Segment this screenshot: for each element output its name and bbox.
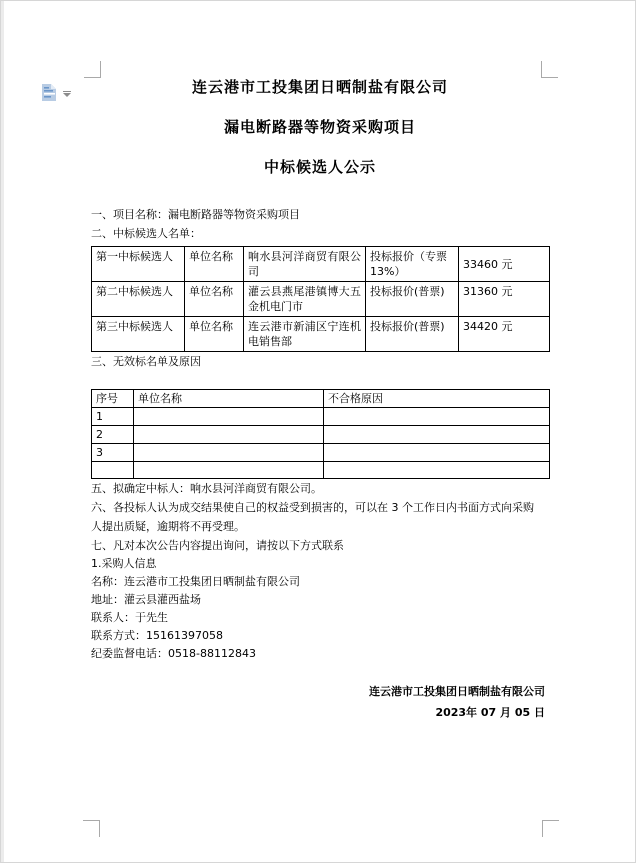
doc-title-line-3: 中标候选人公示 [263, 158, 376, 176]
section-6-objection-line2: 人提出质疑，逾期将不再受理。 [91, 520, 245, 533]
doc-title-line-2: 漏电断路器等物资采购项目 [223, 118, 416, 136]
bid-price-label: 投标报价(普票) [366, 317, 459, 352]
row-reason [324, 426, 550, 444]
candidate-company: 灌云县燕尾港镇博大五金机电门市 [244, 282, 366, 317]
section-3-invalid-bids-head: 三、无效标名单及原因 [91, 355, 201, 368]
bid-price-value: 31360 元 [459, 282, 550, 317]
signature-date: 2023年 07 月 05 日 [435, 706, 545, 719]
doc-title-line-1: 连云港市工投集团日晒制盐有限公司 [191, 78, 448, 96]
row-no: 1 [92, 408, 134, 426]
invalid-row-2 [92, 426, 550, 444]
signature-company: 连云港市工投集团日晒制盐有限公司 [369, 685, 545, 698]
invalid-row-4 [92, 462, 550, 479]
column-header-reason: 不合格原因 [324, 390, 550, 408]
candidate-row-2 [92, 282, 550, 317]
row-no: 3 [92, 444, 134, 462]
bid-price-value: 34420 元 [459, 317, 550, 352]
unit-name-label: 单位名称 [185, 247, 244, 282]
row-reason [324, 408, 550, 426]
margin-corner-mark-bottom-left [83, 820, 100, 837]
invalid-bids-table [91, 389, 550, 479]
column-header-unit: 单位名称 [134, 390, 324, 408]
contact-intro: 1.采购人信息 [91, 557, 157, 570]
paste-options-icon [41, 83, 58, 102]
signature-block [91, 681, 549, 723]
section-1-project-name: 一、项目名称：漏电断路器等物资采购项目 [91, 208, 300, 221]
document-content [91, 79, 549, 723]
unit-name-label: 单位名称 [185, 317, 244, 352]
contact-supervision: 纪委监督电话：0518-88112843 [91, 647, 256, 660]
contact-name: 名称：连云港市工投集团日晒制盐有限公司 [91, 575, 300, 588]
purchaser-contact-block [91, 555, 549, 663]
candidate-company: 响水县河洋商贸有限公司 [244, 247, 366, 282]
bid-price-label: 投标报价(普票) [366, 282, 459, 317]
candidate-rank: 第二中标候选人 [92, 282, 185, 317]
section-7-inquiry: 七、凡对本次公告内容提出询问，请按以下方式联系 [91, 539, 344, 552]
margin-corner-mark-bottom-right [542, 820, 559, 837]
row-unit [134, 444, 324, 462]
paste-options-button[interactable] [41, 83, 71, 102]
invalid-row-3 [92, 444, 550, 462]
section-6-objection-line1: 六、各投标人认为成交结果使自己的权益受到损害的，可以在 3 个工作日内书面方式向采购 [91, 501, 534, 514]
margin-corner-mark-top-left [84, 61, 101, 78]
row-unit [134, 408, 324, 426]
margin-corner-mark-top-right [541, 61, 558, 78]
invalid-table-header-row [92, 390, 550, 408]
row-no [92, 462, 134, 479]
row-unit [134, 462, 324, 479]
invalid-row-1 [92, 408, 550, 426]
row-unit [134, 426, 324, 444]
chevron-down-icon[interactable] [63, 91, 71, 97]
page-edge-strip [1, 1, 4, 862]
contact-phone: 联系方式：15161397058 [91, 629, 223, 642]
bid-price-label: 投标报价（专票13%） [366, 247, 459, 282]
candidate-row-3 [92, 317, 550, 352]
row-reason [324, 462, 550, 479]
candidate-row-1 [92, 247, 550, 282]
candidate-rank: 第一中标候选人 [92, 247, 185, 282]
row-no: 2 [92, 426, 134, 444]
unit-name-label: 单位名称 [185, 282, 244, 317]
section-5-proposed-winner: 五、拟确定中标人：响水县河洋商贸有限公司。 [91, 482, 322, 495]
contact-address: 地址：灌云县灌西盐场 [91, 593, 201, 606]
candidates-table [91, 246, 550, 352]
contact-person: 联系人：于先生 [91, 611, 168, 624]
section-2-candidates-head: 二、中标候选人名单： [91, 227, 201, 240]
candidate-rank: 第三中标候选人 [92, 317, 185, 352]
bid-price-value: 33460 元 [459, 247, 550, 282]
column-header-no: 序号 [92, 390, 134, 408]
row-reason [324, 444, 550, 462]
candidate-company: 连云港市新浦区宁连机电销售部 [244, 317, 366, 352]
